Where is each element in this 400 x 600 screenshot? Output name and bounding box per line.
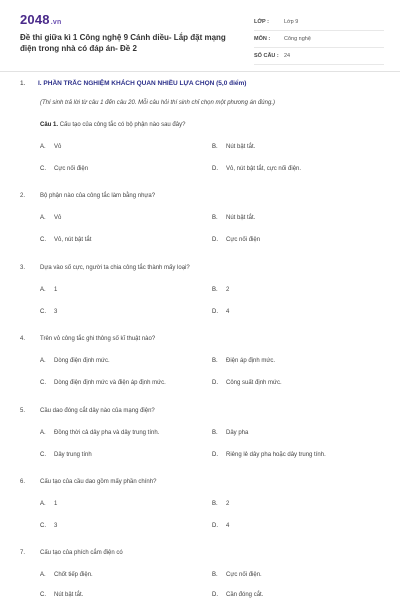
option-a[interactable] (40, 215, 61, 221)
option-c[interactable] (40, 380, 166, 386)
option-label: D. (212, 452, 218, 458)
option-text: Điện áp định mức. (226, 358, 276, 364)
meta-key: SỐ CÂU : (254, 53, 279, 59)
option-text: Cực nối điện (226, 237, 261, 243)
option-label: B. (212, 144, 218, 150)
option-text: Vỏ (54, 215, 62, 221)
option-text: 2 (226, 501, 230, 507)
option-text: 1 (54, 501, 58, 507)
section-instruction: (Thí sinh trả lời từ câu 1 đến câu 20. Mỗi câu hỏi thí sinh chỉ chọn một phương án đúng.) (40, 100, 275, 106)
option-label: B. (212, 572, 218, 578)
question-number: 3. (20, 265, 26, 271)
option-c[interactable] (40, 452, 92, 458)
option-a[interactable] (40, 572, 93, 578)
option-text: Đồng thời cả dây pha và dây trung tính. (54, 430, 160, 436)
option-text: Vỏ, nút bật tắt, cực nối điện. (226, 166, 302, 172)
option-label: A. (40, 572, 46, 578)
option-b[interactable] (212, 144, 255, 150)
option-label: A. (40, 501, 46, 507)
meta-row-count (254, 48, 384, 65)
question-stem: Dựa vào số cực, người ta chia công tắc thành mấy loại? (40, 265, 190, 271)
option-text: 4 (226, 309, 230, 315)
section-number: 1. (20, 80, 26, 87)
option-text: Dây trung tính (54, 452, 92, 458)
question-stem (40, 122, 380, 128)
option-label: D. (212, 237, 218, 243)
option-label: B. (212, 501, 218, 507)
option-label: C. (40, 452, 46, 458)
question-number: 7. (20, 550, 26, 556)
option-text: Cực nối điện. (226, 572, 262, 578)
meta-row-class (254, 14, 384, 31)
option-a[interactable] (40, 358, 110, 364)
question-number: 6. (20, 479, 26, 485)
option-d[interactable] (212, 380, 282, 386)
option-label: D. (212, 380, 218, 386)
option-label: A. (40, 144, 46, 150)
option-text: 3 (54, 523, 58, 529)
option-text: Riêng lẻ dây pha hoặc dây trung tính. (226, 452, 326, 458)
option-text: Vỏ (54, 144, 62, 150)
option-label: C. (40, 380, 46, 386)
meta-key: MÔN : (254, 36, 271, 42)
question-number: 2. (20, 193, 26, 199)
question-number: 4. (20, 336, 26, 342)
option-text: Cần đóng cắt. (226, 592, 264, 598)
option-d[interactable] (212, 166, 301, 172)
question-text: Cấu tạo của công tắc có bộ phận nào sau đây? (59, 122, 186, 128)
option-label: C. (40, 523, 46, 529)
option-text: 4 (226, 523, 230, 529)
option-text: 2 (226, 287, 230, 293)
question-prefix: Câu 1. (40, 122, 59, 128)
meta-value: Công nghệ (284, 36, 311, 42)
option-text: Vỏ, nút bật tắt (54, 237, 92, 243)
meta-value: Lớp 9 (284, 19, 299, 25)
option-b[interactable] (212, 430, 248, 436)
option-text: Nút bật tắt. (54, 592, 84, 598)
option-label: A. (40, 430, 46, 436)
option-label: A. (40, 358, 46, 364)
option-b[interactable] (212, 572, 262, 578)
option-a[interactable] (40, 501, 57, 507)
option-c[interactable] (40, 523, 57, 529)
section-heading (20, 80, 380, 87)
question-stem: Bộ phận nào của công tắc làm bằng nhựa? (40, 193, 156, 199)
option-label: B. (212, 287, 218, 293)
option-text: 3 (54, 309, 58, 315)
option-c[interactable] (40, 237, 91, 243)
option-d[interactable] (212, 592, 263, 598)
option-label: C. (40, 309, 46, 315)
option-d[interactable] (212, 237, 260, 243)
option-text: Dây pha (226, 430, 249, 436)
option-label: D. (212, 309, 218, 315)
logo-main: 2048 (20, 12, 50, 27)
option-b[interactable] (212, 501, 229, 507)
question-number: 5. (20, 408, 26, 414)
header (0, 0, 400, 68)
option-label: B. (212, 430, 218, 436)
option-label: C. (40, 166, 46, 172)
option-d[interactable] (212, 309, 229, 315)
option-b[interactable] (212, 358, 275, 364)
option-label: D. (212, 166, 218, 172)
document-title: Đề thi giữa kì 1 Công nghệ 9 Cánh diều- Lắp đặt mạng điện trong nhà có đáp án- Đề 2 (20, 33, 226, 53)
option-b[interactable] (212, 215, 255, 221)
option-a[interactable] (40, 287, 57, 293)
section-title: I. PHẦN TRẮC NGHIỆM KHÁCH QUAN NHIỀU LỰA CHỌN (5,0 điểm) (38, 80, 247, 87)
option-text: Dòng điện định mức. (54, 358, 110, 364)
option-text: Nút bật tắt. (226, 215, 256, 221)
option-text: Công suất định mức. (226, 380, 282, 386)
question-stem: Trên vỏ công tắc ghi thông số kĩ thuật nào? (40, 336, 156, 342)
meta-row-subject (254, 31, 384, 48)
option-c[interactable] (40, 309, 57, 315)
header-divider (0, 71, 400, 72)
option-label: C. (40, 592, 46, 598)
option-label: D. (212, 523, 218, 529)
option-label: B. (212, 215, 218, 221)
option-text: Chốt tiếp điện. (54, 572, 93, 578)
option-text: Nút bật tắt. (226, 144, 256, 150)
option-text: 1 (54, 287, 58, 293)
option-c[interactable] (40, 166, 88, 172)
option-label: C. (40, 237, 46, 243)
meta-box (254, 14, 384, 65)
site-logo[interactable] (20, 12, 61, 27)
option-text: Dòng điện định mức và điện áp định mức. (54, 380, 166, 386)
option-label: A. (40, 287, 46, 293)
option-label: A. (40, 215, 46, 221)
option-c[interactable] (40, 592, 83, 598)
question-stem: Cấu tạo của cầu dao gồm mấy phần chính? (40, 479, 157, 485)
option-d[interactable] (212, 523, 229, 529)
option-b[interactable] (212, 287, 229, 293)
option-label: D. (212, 592, 218, 598)
question-stem: Cầu dao đóng cắt dây nào của mạng điện? (40, 408, 155, 414)
logo-suffix: .vn (50, 19, 62, 26)
option-text: Cực nối điện (54, 166, 89, 172)
option-d[interactable] (212, 452, 326, 458)
question-stem: Cấu tạo của phích cắm điện có (40, 550, 123, 556)
option-a[interactable] (40, 430, 159, 436)
meta-value: 24 (284, 53, 291, 59)
option-label: B. (212, 358, 218, 364)
option-a[interactable] (40, 144, 61, 150)
meta-key: LỚP : (254, 19, 269, 25)
